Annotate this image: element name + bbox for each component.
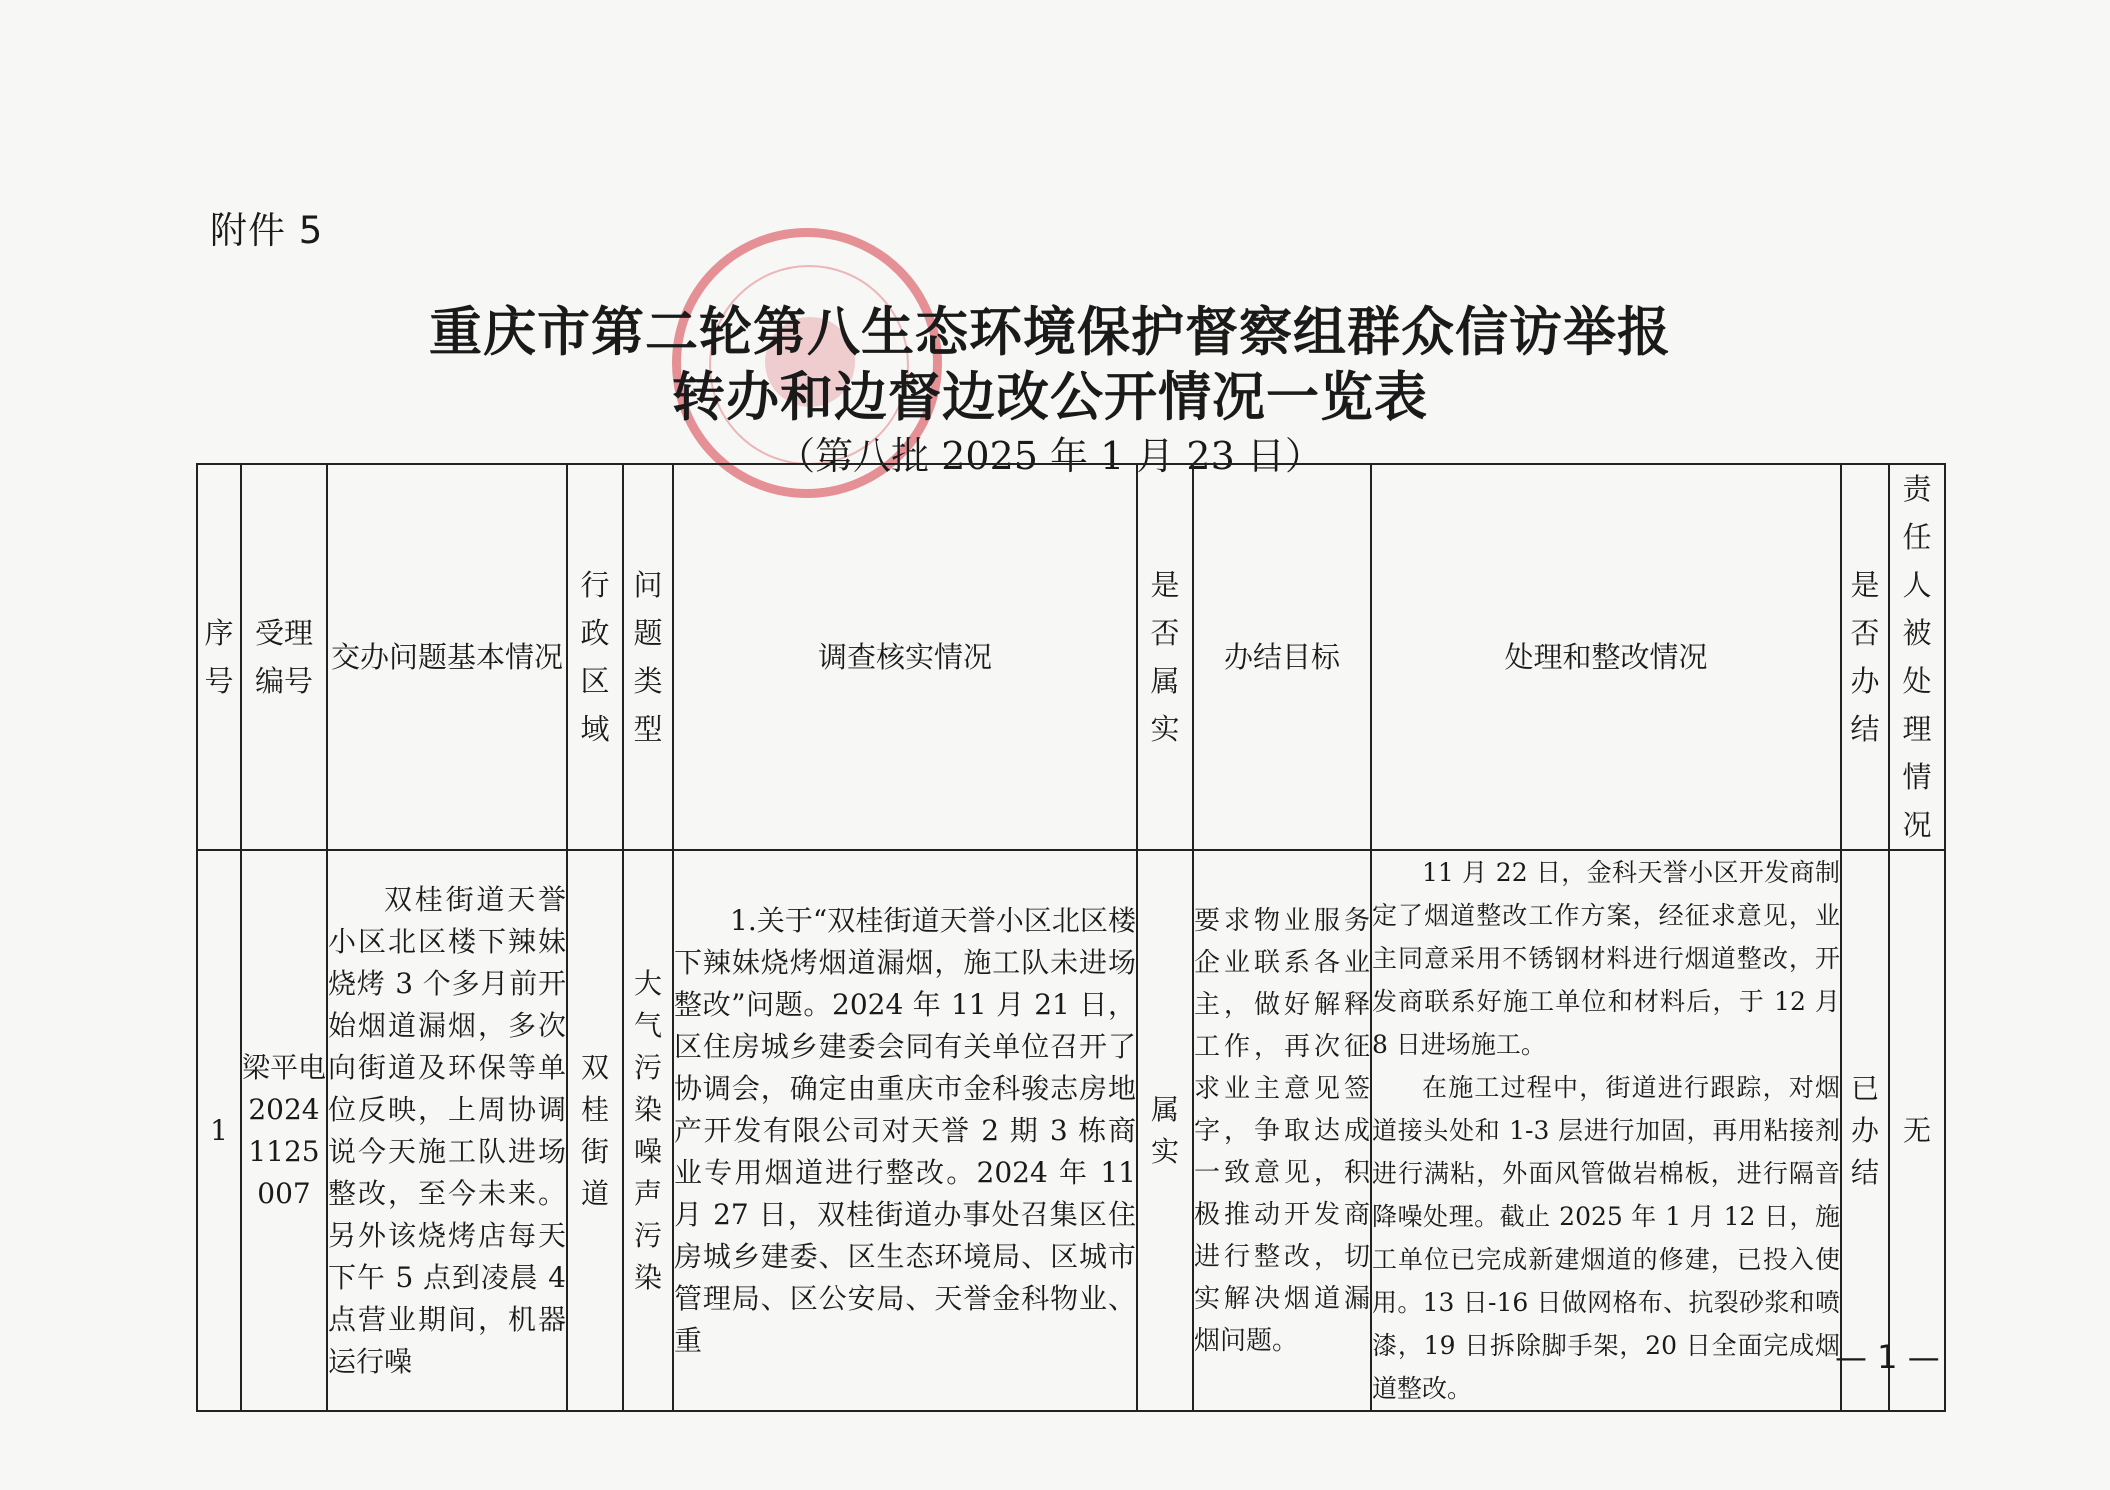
header-investigation: 调查核实情况 — [673, 464, 1137, 850]
header-issue: 交办问题基本情况 — [327, 464, 567, 850]
table-header-row — [197, 464, 1945, 850]
issue-text: 双桂街道天誉小区北区楼下辣妹烧烤 3 个多月前开始烟道漏烟，多次向街道及环保等单位反映，上周协调说今天施工队进场整改，至今未来。另外该烧烤店每天下午 5 点到凌晨 4 点营业期间，机器运行噪 — [328, 882, 566, 1378]
header-verified: 是否属实 — [1137, 464, 1193, 850]
page-number: — 1 — — [1835, 1338, 1940, 1376]
cell-closed: 已办结 — [1841, 850, 1889, 1411]
document-subtitle: （第八批 2025 年 1 月 23 日） — [777, 434, 1323, 478]
cell-seq: 1 — [197, 850, 241, 1411]
header-accountability: 责任人被处理情况 — [1889, 464, 1945, 850]
cell-region: 双桂街道 — [567, 850, 623, 1411]
attachment-label: 附件 5 — [210, 209, 324, 252]
cell-accountability: 无 — [1889, 850, 1945, 1411]
cell-handling — [1371, 850, 1841, 1411]
cell-target: 要求物业服务企业联系各业主，做好解释工作，再次征求业主意见签字，争取达成一致意见，积极推动开发商进行整改，切实解决烟道漏烟问题。 — [1193, 850, 1371, 1411]
header-type: 问题类型 — [623, 464, 673, 850]
handling-paragraph-2: 在施工过程中，街道进行跟踪，对烟道接头处和 1-3 层进行加固，再用粘接剂进行满粘，外面风管做岩棉板，进行隔音降噪处理。截止 2025 年 1 月 12 日，施工单位已完成新建烟道的修建，已投入使用。13 日-16 日做网格布、抗裂砂浆和喷漆，19 日拆除脚手架，20 日全面完成烟道整改。 — [1372, 1073, 1840, 1403]
header-seq: 序号 — [197, 464, 241, 850]
investigation-text: 1.关于“双桂街道天誉小区北区楼下辣妹烧烤烟道漏烟，施工队未进场整改”问题。2024 年 11 月 21 日，区住房城乡建委会同有关单位召开了协调会，确定由重庆市金科骏志房地产开发有限公司对天誉 2 期 3 栋商业专用烟道进行整改。2024 年 11 月 27 日，双桂街道办事处召集区住房城乡建委、区生态环境局、区城市管理局、区公安局、天誉金科物业、重 — [674, 903, 1136, 1357]
header-target: 办结目标 — [1193, 464, 1371, 850]
table-row — [197, 850, 1945, 1411]
header-handling: 处理和整改情况 — [1371, 464, 1841, 850]
report-table — [196, 463, 1946, 1412]
document-title-line1: 重庆市第二轮第八生态环境保护督察组群众信访举报 — [429, 301, 1671, 363]
cell-type: 大气污染噪声污染 — [623, 850, 673, 1411]
cell-issue — [327, 850, 567, 1411]
document-title-line2: 转办和边督边改公开情况一览表 — [672, 366, 1428, 428]
header-region: 行政区域 — [567, 464, 623, 850]
header-closed: 是否办结 — [1841, 464, 1889, 850]
cell-code: 梁平电2024 1125 007 — [241, 850, 327, 1411]
cell-verified: 属实 — [1137, 850, 1193, 1411]
cell-investigation — [673, 850, 1137, 1411]
header-code: 受理编号 — [241, 464, 327, 850]
handling-paragraph-1: 11 月 22 日，金科天誉小区开发商制定了烟道整改工作方案，经征求意见，业主同意采用不锈钢材料进行烟道整改，开发商联系好施工单位和材料后，于 12 月 8 日进场施工。 — [1372, 858, 1840, 1059]
